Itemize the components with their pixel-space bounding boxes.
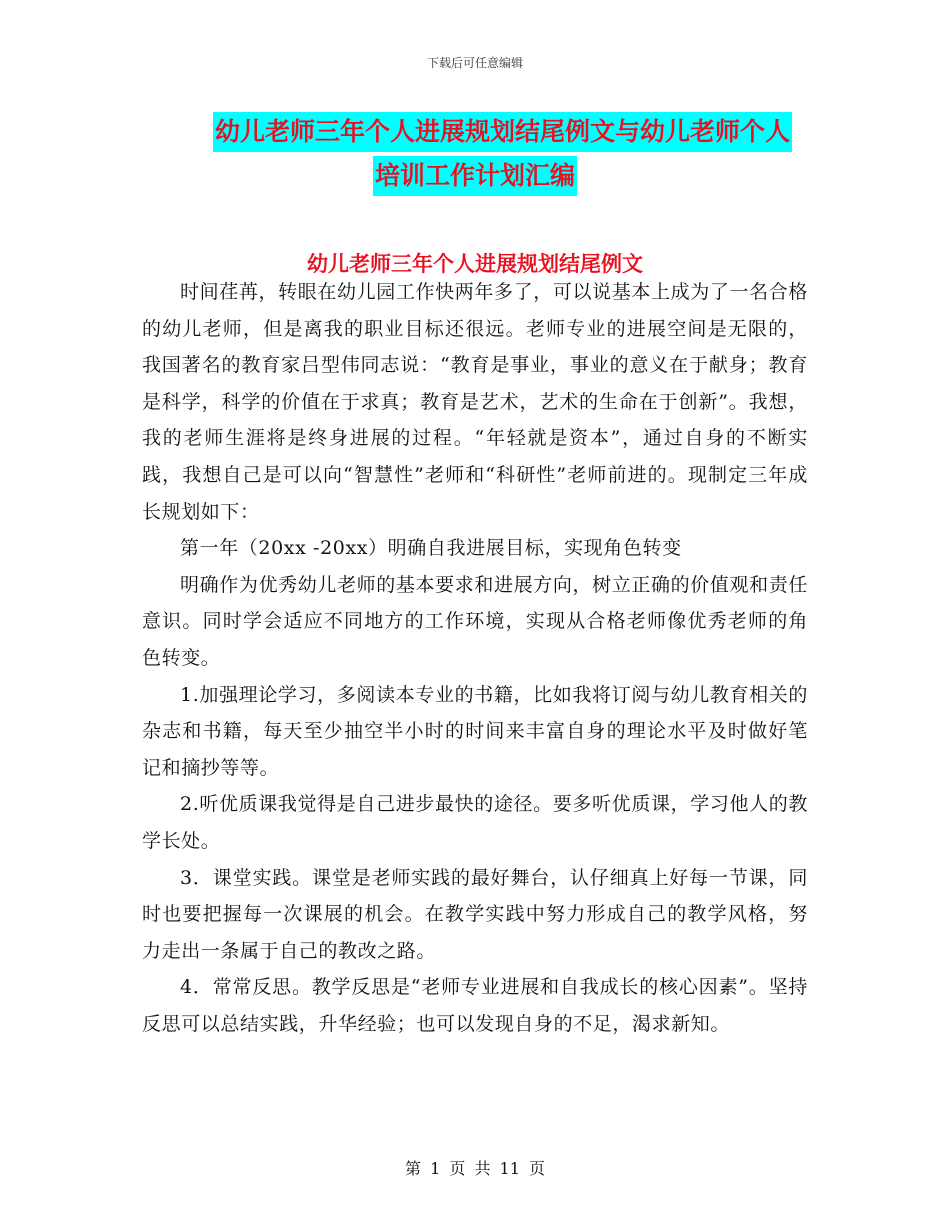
- paragraph-item-3: 3．课堂实践。课堂是老师实践的最好舞台，认仔细真上好每一节课，同时也要把握每一次课展的机会。在教学实践中努力形成自己的教学风格，努力走出一条属于自己的教改之路。: [142, 866, 808, 962]
- paragraph-intro: 时间荏苒，转眼在幼儿园工作快两年多了，可以说基本上成为了一名合格的幼儿老师，但是离我的职业目标还很远。老师专业的进展空间是无限的，我国著名的教育家吕型伟同志说：“教育是事业，事业的意义在于献身；教育是科学，科学的价值在于求真；教育是艺术，艺术的生命在于创新”。我想，我的老师生涯将是终身进展的过程。“年轻就是资本”，通过自身的不断实践，我想自己是可以向“智慧性”老师和“科研性”老师前进的。现制定三年成长规划如下：: [142, 281, 808, 523]
- paragraph-item-1: 1.加强理论学习，多阅读本专业的书籍，比如我将订阅与幼儿教育相关的杂志和书籍，每天至少抽空半小时的时间来丰富自身的理论水平及时做好笔记和摘抄等等。: [142, 683, 808, 779]
- paragraph-item-2: 2.听优质课我觉得是自己进步最快的途径。要多听优质课，学习他人的教学长处。: [142, 793, 808, 852]
- page-footer: 第 1 页 共 11 页: [405, 1159, 545, 1178]
- paragraph-year-one-goal: 明确作为优秀幼儿老师的基本要求和进展方向，树立正确的价值观和责任意识。同时学会适应不同地方的工作环境，实现从合格老师像优秀老师的角色转变。: [142, 573, 808, 669]
- section-title: 幼儿老师三年个人进展规划结尾例文: [307, 251, 643, 276]
- paragraph-year-one-heading: 第一年（20xx -20xx）明确自我进展目标，实现角色转变: [180, 537, 682, 560]
- body-text: [142, 274, 808, 1042]
- document-title: [140, 110, 810, 196]
- document-title-line-2: 培训工作计划汇编: [373, 156, 577, 196]
- document-title-line-1: 幼儿老师三年个人进展规划结尾例文与幼儿老师个人: [213, 112, 792, 152]
- paragraph-item-4: 4．常常反思。教学反思是“老师专业进展和自我成长的核心因素”。坚持反思可以总结实践，升华经验；也可以发现自身的不足，渴求新知。: [142, 976, 808, 1035]
- header-note: 下载后可任意编辑: [426, 56, 523, 70]
